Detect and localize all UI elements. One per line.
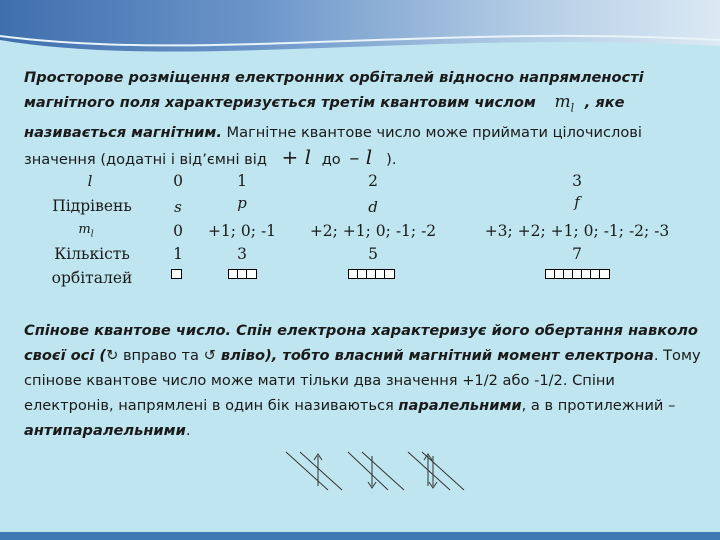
row-label-count-line2: орбіталей [51,269,133,287]
to-word: до [321,151,341,169]
footer-band [0,532,720,540]
col-d-orbital-boxes [348,269,395,279]
intro-bold-text: Просторове розміщення електронних орбіталей відносно напрямленості магнітного поля характеризується третім квантовим числом [24,69,644,111]
intro-end: ). [386,151,397,169]
header-wave-decoration [0,0,720,64]
col-f-sublevel: f [574,193,580,211]
row-label-sublevel: Підрівень [52,197,132,215]
col-p-l: 1 [237,172,247,190]
col-s-l: 0 [173,172,183,190]
col-p-ml: +1; 0; -1 [207,222,277,240]
col-f-l: 3 [572,172,582,190]
col-p-sublevel: p [237,194,247,212]
antiparallel-term: антипаралельними [24,422,186,439]
row-label-ml: $m_l$ [78,222,94,240]
col-d-ml: +2; +1; 0; -1; -2 [309,222,437,240]
spin-quantum-number-paragraph [24,318,704,443]
col-s-ml: 0 [173,222,183,240]
row-label-count-line1: Кількість [54,245,130,263]
col-p-count: 3 [237,245,247,263]
col-d-sublevel: d [368,198,378,216]
spin-plain-text: . Тому спінове квантове число може мати тільки два значення +1/2 або -1/2. Спіни електронів, напрямлені в один бік називаються [24,347,701,414]
spin-bold-text: Спінове квантове число. Спін електрона характеризує його обертання навколо своєї осі ( [24,322,698,364]
minus-l-symbol: – l [349,145,373,170]
plus-l-symbol: + l [281,145,312,170]
spin-plain-text-2: , а в протилежний – [521,397,676,414]
col-s-sublevel: s [174,198,182,216]
spin-end: . [185,422,191,439]
ml-symbol: $m_l$ [554,92,575,115]
counterclockwise-icon: ↺ [203,347,216,364]
clockwise-icon: ↻ [106,347,119,364]
col-s-orbital-boxes [171,269,182,279]
parallel-term: паралельними [398,397,522,414]
right-word: вправо та [118,347,204,364]
spin-bold-tail: вліво), тобто власний магнітний момент електрона [215,347,654,364]
spin-diagram [280,446,480,494]
col-f-orbital-boxes [545,269,610,279]
magnetic-quantum-number-paragraph [24,65,704,172]
col-d-l: 2 [368,172,378,190]
intro-bold-tail: , яке називається магнітним. [24,94,625,142]
col-f-ml: +3; +2; +1; 0; -1; -2; -3 [484,222,670,240]
col-d-count: 5 [368,245,378,263]
col-f-count: 7 [572,245,582,263]
col-p-orbital-boxes [228,269,257,279]
intro-plain-text: Магнітне квантове число може приймати цілочислові значення (додатні і від’ємні від [24,124,642,169]
row-label-l: l [87,172,93,190]
col-s-count: 1 [173,245,183,263]
